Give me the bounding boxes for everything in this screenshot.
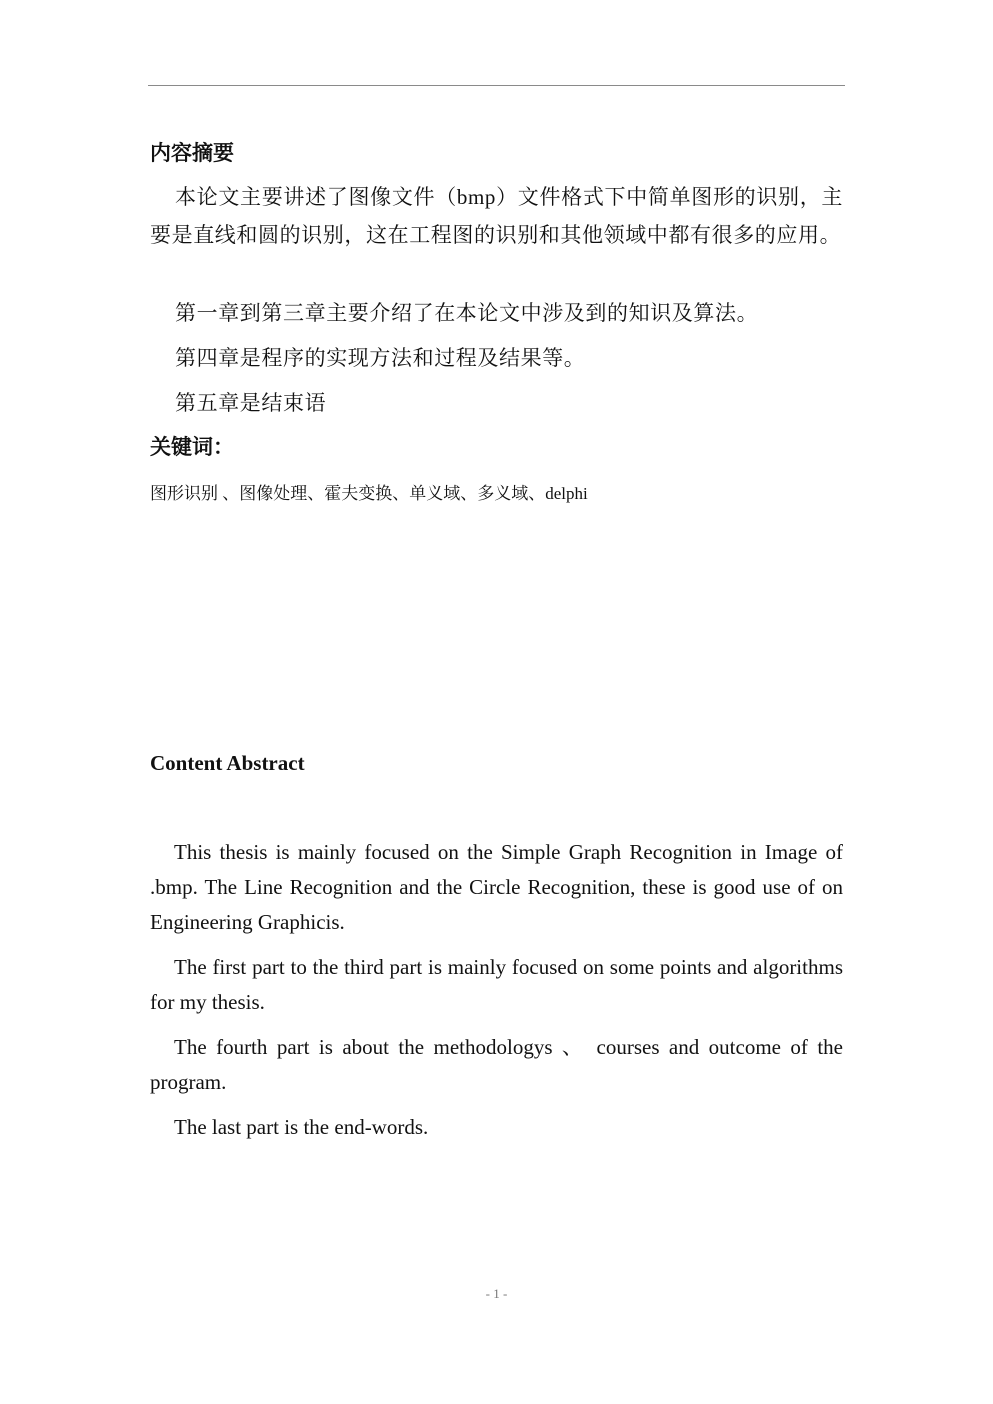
chinese-abstract-title: 内容摘要 bbox=[150, 141, 234, 165]
english-abstract-title: Content Abstract bbox=[150, 751, 305, 775]
chinese-abstract-paragraph: 第五章是结束语 bbox=[175, 391, 327, 415]
header-rule bbox=[148, 85, 845, 86]
keywords-list: 图形识别 、图像处理、霍夫变换、单义域、多义域、delphi bbox=[150, 484, 588, 503]
keywords-title: 关键词： bbox=[150, 435, 234, 459]
chinese-abstract-paragraph: 第一章到第三章主要介绍了在本论文中涉及到的知识及算法。 bbox=[175, 301, 759, 325]
english-abstract-paragraph: The fourth part is about the methodologys 、 courses and outcome of the program. bbox=[150, 1035, 843, 1094]
chinese-abstract-paragraph: 本论文主要讲述了图像文件（bmp）文件格式下中简单图形的识别，主要是直线和圆的识别，这在工程图的识别和其他领域中都有很多的应用。 bbox=[150, 185, 843, 247]
english-abstract-paragraph: This thesis is mainly focused on the Simple Graph Recognition in Image of .bmp. The Line Recognition and the Circle Recognition, these is good use of on Engineering Graphicis. bbox=[150, 840, 843, 934]
page-number: - 1 - bbox=[485, 1286, 508, 1301]
english-abstract-paragraph: The last part is the end-words. bbox=[174, 1115, 429, 1139]
english-abstract-paragraph: The first part to the third part is mainly focused on some points and algorithms for my thesis. bbox=[150, 955, 843, 1014]
chinese-abstract-paragraph: 第四章是程序的实现方法和过程及结果等。 bbox=[175, 346, 586, 370]
